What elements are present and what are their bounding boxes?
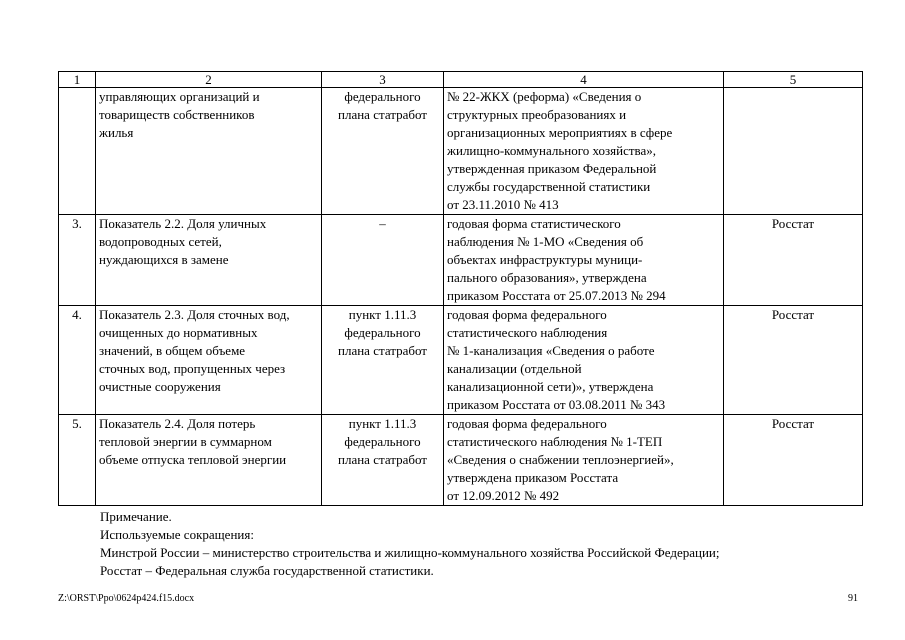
row-number-cell: [59, 215, 96, 306]
indicator-line: Показатель 2.3. Доля сточных вод,: [99, 307, 290, 322]
basis-cell: [322, 88, 444, 215]
form-line: объектах инфраструктуры муници-: [447, 252, 643, 267]
note-abbreviation-minstroy: Минстрой России – министерство строительства и жилищно-коммунального хозяйства Российской Федерации;: [100, 545, 720, 560]
indicator-cell: [96, 88, 322, 215]
indicator-line: Показатель 2.2. Доля уличных: [99, 216, 267, 231]
header-cell-2: 2: [96, 72, 322, 88]
table-row: [59, 88, 863, 215]
indicator-cell: [96, 306, 322, 415]
row-number: 5.: [72, 416, 82, 431]
page-number: 91: [848, 593, 858, 604]
table-row: [59, 415, 863, 506]
source-label: Росстат: [771, 416, 815, 431]
form-line: пального образования», утверждена: [447, 270, 647, 285]
basis-cell: [322, 215, 444, 306]
indicators-table: [58, 71, 863, 506]
file-path: Z:\ORST\Ppo\0624p424.f15.docx: [58, 593, 195, 604]
indicator-line: управляющих организаций и: [99, 89, 260, 104]
basis-line: федерального: [344, 325, 421, 340]
source-cell: [724, 215, 863, 306]
basis-line: пункт 1.11.3: [348, 307, 417, 322]
form-line: от 23.11.2010 № 413: [447, 197, 559, 212]
basis-line: плана статработ: [338, 343, 427, 358]
header-cell-3: 3: [322, 72, 444, 88]
form-line: утвержденная приказом Федеральной: [447, 161, 657, 176]
table-row: [59, 306, 863, 415]
form-cell: [444, 415, 724, 506]
form-line: № 1-канализация «Сведения о работе: [447, 343, 655, 358]
note-block: [100, 508, 719, 580]
row-number: 4.: [72, 307, 82, 322]
form-line: структурных преобразованиях и: [447, 107, 627, 122]
form-line: статистического наблюдения: [447, 325, 608, 340]
form-line: канализации (отдельной: [447, 361, 582, 376]
table-row: [59, 215, 863, 306]
form-line: годовая форма статистического: [447, 216, 621, 231]
note-abbreviations-heading: Используемые сокращения:: [100, 527, 254, 542]
indicator-line: Показатель 2.4. Доля потерь: [99, 416, 256, 431]
basis-cell: [322, 415, 444, 506]
indicator-line: товариществ собственников: [99, 107, 255, 122]
basis-line: федерального: [344, 434, 421, 449]
row-number: 3.: [72, 216, 82, 231]
basis-line: плана статработ: [338, 107, 427, 122]
basis-line: пункт 1.11.3: [348, 416, 417, 431]
source-cell: [724, 415, 863, 506]
indicator-cell: [96, 215, 322, 306]
indicator-line: значений, в общем объеме: [99, 343, 246, 358]
form-line: утверждена приказом Росстата: [447, 470, 619, 485]
row-number-cell: [59, 306, 96, 415]
form-line: службы государственной статистики: [447, 179, 651, 194]
form-line: жилищно-коммунального хозяйства»,: [447, 143, 657, 158]
form-line: наблюдения № 1-МО «Сведения об: [447, 234, 644, 249]
indicator-line: очистные сооружения: [99, 379, 221, 394]
indicator-line: жилья: [99, 125, 134, 140]
indicator-cell: [96, 415, 322, 506]
basis-cell: [322, 306, 444, 415]
row-number-cell: [59, 415, 96, 506]
basis-line: плана статработ: [338, 452, 427, 467]
form-line: от 12.09.2012 № 492: [447, 488, 560, 503]
row-number-cell: [59, 88, 96, 215]
form-line: статистического наблюдения № 1-ТЕП: [447, 434, 663, 449]
form-cell: [444, 306, 724, 415]
basis-line: –: [379, 216, 386, 231]
form-line: приказом Росстата от 25.07.2013 № 294: [447, 288, 666, 303]
form-line: организационных мероприятиях в сфере: [447, 125, 673, 140]
indicator-line: тепловой энергии в суммарном: [99, 434, 272, 449]
source-label: Росстат: [771, 216, 815, 231]
note-title: Примечание.: [100, 509, 172, 524]
indicator-line: объеме отпуска тепловой энергии: [99, 452, 287, 467]
form-line: № 22-ЖКХ (реформа) «Сведения о: [447, 89, 642, 104]
header-cell-1: 1: [59, 72, 96, 88]
indicator-line: сточных вод, пропущенных через: [99, 361, 286, 376]
indicator-line: водопроводных сетей,: [99, 234, 222, 249]
form-cell: [444, 88, 724, 215]
form-line: годовая форма федерального: [447, 416, 607, 431]
indicator-line: нуждающихся в замене: [99, 252, 229, 267]
header-row: [59, 72, 863, 88]
form-line: приказом Росстата от 03.08.2011 № 343: [447, 397, 666, 412]
source-label: Росстат: [771, 307, 815, 322]
header-cell-5: 5: [724, 72, 863, 88]
form-line: канализационной сети)», утверждена: [447, 379, 654, 394]
form-line: «Сведения о снабжении теплоэнергией»,: [447, 452, 674, 467]
source-cell: [724, 306, 863, 415]
note-abbreviation-rosstat: Росстат – Федеральная служба государственной статистики.: [100, 563, 434, 578]
header-cell-4: 4: [444, 72, 724, 88]
basis-line: федерального: [344, 89, 421, 104]
indicator-line: очищенных до нормативных: [99, 325, 258, 340]
source-cell: [724, 88, 863, 215]
form-cell: [444, 215, 724, 306]
form-line: годовая форма федерального: [447, 307, 607, 322]
